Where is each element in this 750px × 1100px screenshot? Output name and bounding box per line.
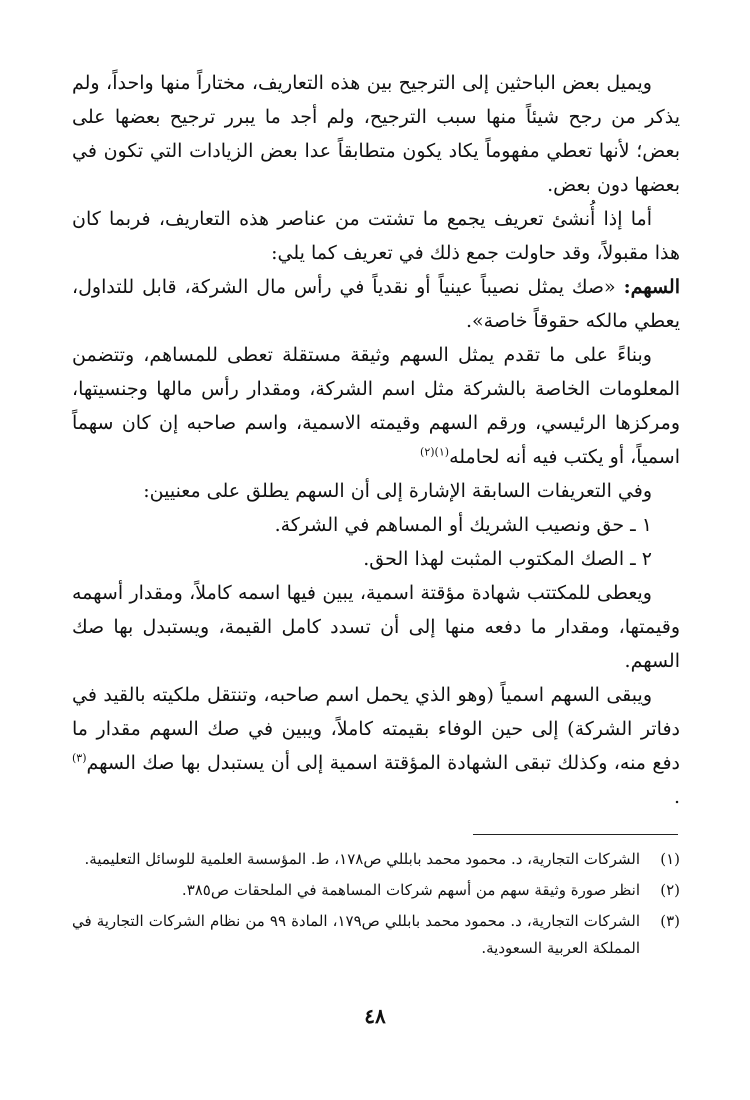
paragraph-temporary-certificate: ويعطى للمكتتب شهادة مؤقتة اسمية، يبين فيها اسمه كاملاً، ومقدار أسهمه وقيمتها، ومقدار ما دفعه منها إلى أن تسدد كامل القيمة، ويستبدل بها صك السهم. bbox=[72, 582, 680, 672]
footnote-number: (٢) bbox=[660, 881, 680, 899]
definition-text: «صك يمثل نصيباً عينياً أو نقدياً في رأس مال الشركة، قابل للتداول، يعطي مالكه حقوقاً خاصة». bbox=[72, 276, 680, 332]
footnote-1 bbox=[72, 846, 680, 873]
paragraph-preference: ويميل بعض الباحثين إلى الترجيح بين هذه التعاريف، مختاراً منها واحداً، ولم يذكر من رجح شيئاً منها سبب الترجيح، ولم أجد ما يبرر ترجيح بعضها على بعض؛ لأنها تعطي مفهوماً يكاد يكون متطابقاً عدا بعض الزيادات التي تكون في بعضها دون بعض. bbox=[72, 72, 680, 196]
paragraph-nominal-share-text: ويبقى السهم اسمياً (وهو الذي يحمل اسم صاحبه، وتنتقل ملكيته بالقيد في دفاتر الشركة) إلى حين الوفاء بقيمته كاملاً، ويبين في صك السهم مقدار ما دفع منه، وكذلك تبقى الشهادة المؤقتة اسمية إلى أن يستبدل بها صك السهم bbox=[72, 684, 680, 774]
footnote-number: (٣) bbox=[660, 912, 680, 930]
list-item-meaning-2: ٢ ـ الصك المكتوب المثبت لهذا الحق. bbox=[363, 548, 652, 570]
paragraph-two-meanings: وفي التعريفات السابقة الإشارة إلى أن السهم يطلق على معنيين: bbox=[143, 480, 652, 502]
page-number: ٤٨ bbox=[364, 1004, 386, 1028]
footnote-2 bbox=[72, 877, 680, 904]
paragraph-share-document-text: وبناءً على ما تقدم يمثل السهم وثيقة مستقلة تعطى للمساهم، وتتضمن المعلومات الخاصة بالشركة مثل اسم الشركة، ومقدار رأس مالها وجنسيتها، ومركزها الرئيسي، ورقم السهم وقيمته الاسمية، واسم صاحبه إن كان سهماً اسمياً، أو يكتب فيه أنه لحامله bbox=[72, 344, 680, 468]
list-item-meaning-1: ١ ـ حق ونصيب الشريك أو المساهم في الشركة. bbox=[274, 514, 652, 536]
footnote-3 bbox=[72, 908, 680, 962]
footnote-ref-3: (٣) bbox=[72, 751, 87, 765]
footnote-separator bbox=[473, 834, 678, 835]
paragraph-end-mark: . bbox=[673, 786, 680, 808]
footnote-text: انظر صورة وثيقة سهم من أسهم شركات المساهمة في الملحقات ص٣٨٥. bbox=[181, 881, 640, 899]
footnote-number: (١) bbox=[660, 850, 680, 868]
footnote-text: الشركات التجارية، د. محمود محمد بابللي ص١٧٨، ط. المؤسسة العلمية للوسائل التعليمية. bbox=[84, 850, 640, 868]
footnote-ref-1-2: (١)(٢) bbox=[420, 445, 450, 459]
paragraph-definition-intro: أما إذا أُنشئ تعريف يجمع ما تشتت من عناصر هذه التعاريف، فربما كان هذا مقبولاً، وقد حاولت جمع ذلك في تعريف كما يلي: bbox=[72, 208, 680, 264]
page-body bbox=[72, 66, 680, 814]
paragraph-nominal-share bbox=[72, 678, 680, 814]
paragraph-definition bbox=[72, 270, 680, 338]
paragraph-share-document bbox=[72, 338, 680, 474]
footnote-text: الشركات التجارية، د. محمود محمد بابللي ص١٧٩، المادة ٩٩ من نظام الشركات التجارية في المملكة العربية السعودية. bbox=[72, 912, 640, 957]
definition-term: السهم: bbox=[623, 276, 680, 298]
footnotes bbox=[72, 846, 680, 966]
